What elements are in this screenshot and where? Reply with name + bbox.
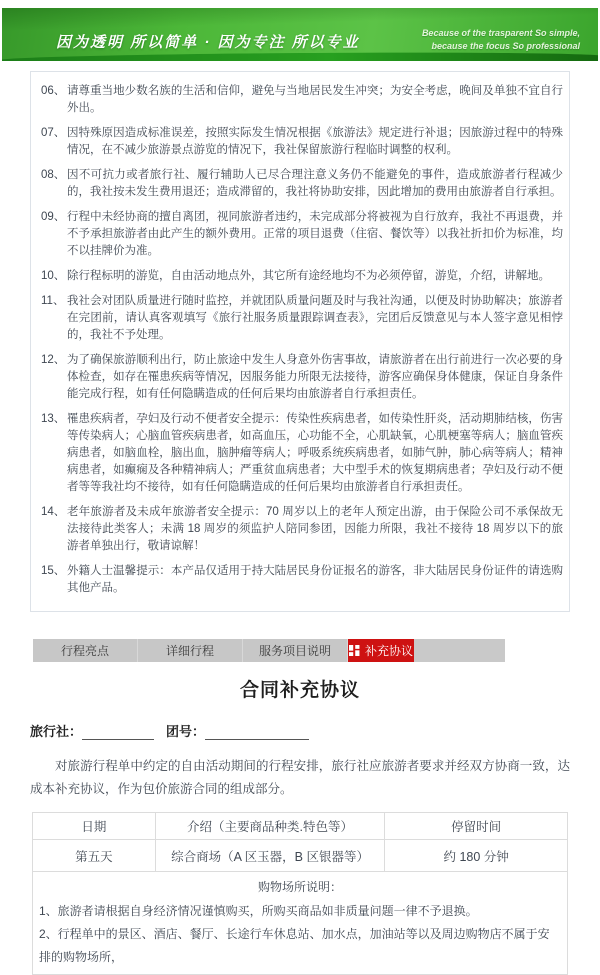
term-number: 13、 [41,413,66,425]
term-item-12 [41,352,563,403]
brand-slogan-en [422,27,580,53]
column-header-stay-time: 停留时间 [385,813,568,840]
term-text: 因不可抗力或者旅行社、履行辅助人已尽合理注意义务仍不能避免的事件，造成旅游者行程减少的，我社按未发生费用退还；造成滞留的，我社将协助安排，因此增加的费用由旅游者自行承担。 [67,169,563,198]
tab-label: 服务项目说明 [258,644,331,658]
term-text: 罹患疾病者，孕妇及行动不便者安全提示：传染性疾病患者，如传染性肝炎，活动期肺结核，伤害等传染病人；心脑血管疾病患者，如高血压，心功能不全，心肌缺氧，心肌梗塞等病人；脑血管疾病患者，如脑血栓，脑出血，脑肿瘤等病人；呼吸系统疾病患者，如肺气肿，肺心病等病人；精神病患者，如癫痫及各种精神病人；严重贫血病患者；大中型手术的恢复期病患者；孕妇及行动不便者等等我社均不接待，如有任何隐瞒造成的任何后果均由旅游者自行承担责任。 [67,413,563,493]
table-header-row [33,813,568,840]
cell-mall-intro: 综合商场（A 区玉器，B 区银器等） [155,840,385,872]
term-text: 行程中未经协商的擅自离团，视同旅游者违约，未完成部分将被视为自行放弃，我社不再退费，并不予承担旅游者由此产生的额外费用。正常的项目退费（住宿、餐饮等）以我社折扣价为标准，均不以挂牌价为准。 [67,211,563,257]
term-text: 老年旅游者及未成年旅游者安全提示：70 周岁以上的老年人预定出游，由于保险公司不承保故无法接待此类客人；未满 18 周岁的须监护人陪同参团，因能力所限，我社不接待 18 周岁以下的旅游者单独出行，敬请谅解！ [67,506,563,552]
shopping-stops-table [32,812,568,975]
term-text: 请尊重当地少数名族的生活和信仰，避免与当地居民发生冲突；为安全考虑，晚间及单独不宜自行外出。 [67,85,563,114]
terms-list [30,71,570,612]
term-text: 因特殊原因造成标准误差，按照实际发生情况根据《旅游法》规定进行补退；因旅游过程中的特殊情况，在不减少旅游景点游览的情况下，我社保留旅游行程临时调整的权利。 [67,127,563,156]
column-header-intro: 介绍（主要商品种类.特色等） [155,813,385,840]
agency-group-form-line [30,721,600,740]
shopping-notes-title: 购物场所说明： [257,880,342,895]
tab-label: 补充协议 [364,644,413,658]
term-number: 10、 [41,270,66,282]
shopping-notes-cell [33,872,568,975]
brand-banner [2,8,598,61]
term-text: 我社会对团队质量进行随时监控，并就团队质量问题及时与我社沟通，以便及时协助解决；旅游者在完团前，请认真客观填写《旅行社服务质量跟踪调查表》，完团后反馈意见与本人签字意见相悖的，我社不予处理。 [67,295,563,341]
term-text: 为了确保旅游顺利出行，防止旅途中发生人身意外伤害事故，请旅游者在出行前进行一次必要的身体检查，如存在罹患疾病等情况，因服务能力所限无法接待，游客应确保身体健康，保证自身条件能完成行程，如有任何隐瞒造成的任何后果均由旅游者自行承担责任。 [67,354,563,400]
tab-label: 行程亮点 [60,644,109,658]
term-item-14 [41,504,563,555]
group-no-field-label: 团号： [166,724,206,739]
term-item-08 [41,167,563,201]
term-number: 12、 [41,354,66,366]
term-number: 09、 [41,211,66,223]
term-number: 07、 [41,127,66,139]
term-item-06 [41,83,563,117]
brand-slogan-cn: 因为透明 所以简单 · 因为专注 所以专业 [56,34,360,51]
agreement-paragraph: 对旅游行程单中约定的自由活动期间的行程安排，旅行社应旅游者要求并经双方协商一致，达成本补充协议，作为包价旅游合同的组成部分。 [30,759,570,797]
tab-label: 详细行程 [165,644,214,658]
term-item-10 [41,268,563,285]
tab-service-description[interactable] [243,639,348,662]
cell-duration: 约 180 分钟 [385,840,568,872]
shopping-note-item: 1、旅游者请根据自身经济情况谨慎购买，所购买商品如非质量问题一律不予退换。 [39,903,478,918]
page-title: 合同补充协议 [239,680,360,701]
tab-supplementary-agreement[interactable] [348,639,414,662]
term-item-07 [41,125,563,159]
term-item-13 [41,411,563,496]
term-item-09 [41,209,563,260]
term-number: 11、 [41,295,65,307]
term-item-15 [41,563,563,597]
term-number: 06、 [41,85,66,97]
term-text: 外籍人士温馨提示：本产品仅适用于持大陆居民身份证报名的游客，非大陆居民身份证件的请选购其他产品。 [67,565,563,594]
tab-detailed-itinerary[interactable] [138,639,243,662]
brand-slogan-en-line2: because the focus So professional [431,41,580,52]
tab-bar-filler [414,639,505,662]
term-number: 14、 [41,506,66,518]
term-text: 除行程标明的游览，自由活动地点外，其它所有途经地均不为必须停留，游览，介绍，讲解地。 [67,270,550,282]
dashboard-grid-icon [349,645,360,656]
table-row [33,840,568,872]
term-number: 15、 [41,565,66,577]
agency-blank-line[interactable] [82,727,154,740]
shopping-note-item: 2、行程单中的景区、酒店、餐厅、长途行车休息站、加水点，加油站等以及周边购物店不属于安排的购物场所， [39,927,550,965]
tab-highlights[interactable] [33,639,138,662]
brand-slogan-en-line1: Because of the trasparent So simple, [421,28,580,38]
tab-bar [33,639,505,662]
table-notes-row [33,872,568,975]
term-number: 08、 [41,169,66,181]
column-header-date: 日期 [33,813,156,840]
cell-day: 第五天 [33,840,156,872]
group-no-blank-line[interactable] [205,727,309,740]
agency-field-label: 旅行社： [30,724,83,739]
term-item-11 [41,293,563,344]
